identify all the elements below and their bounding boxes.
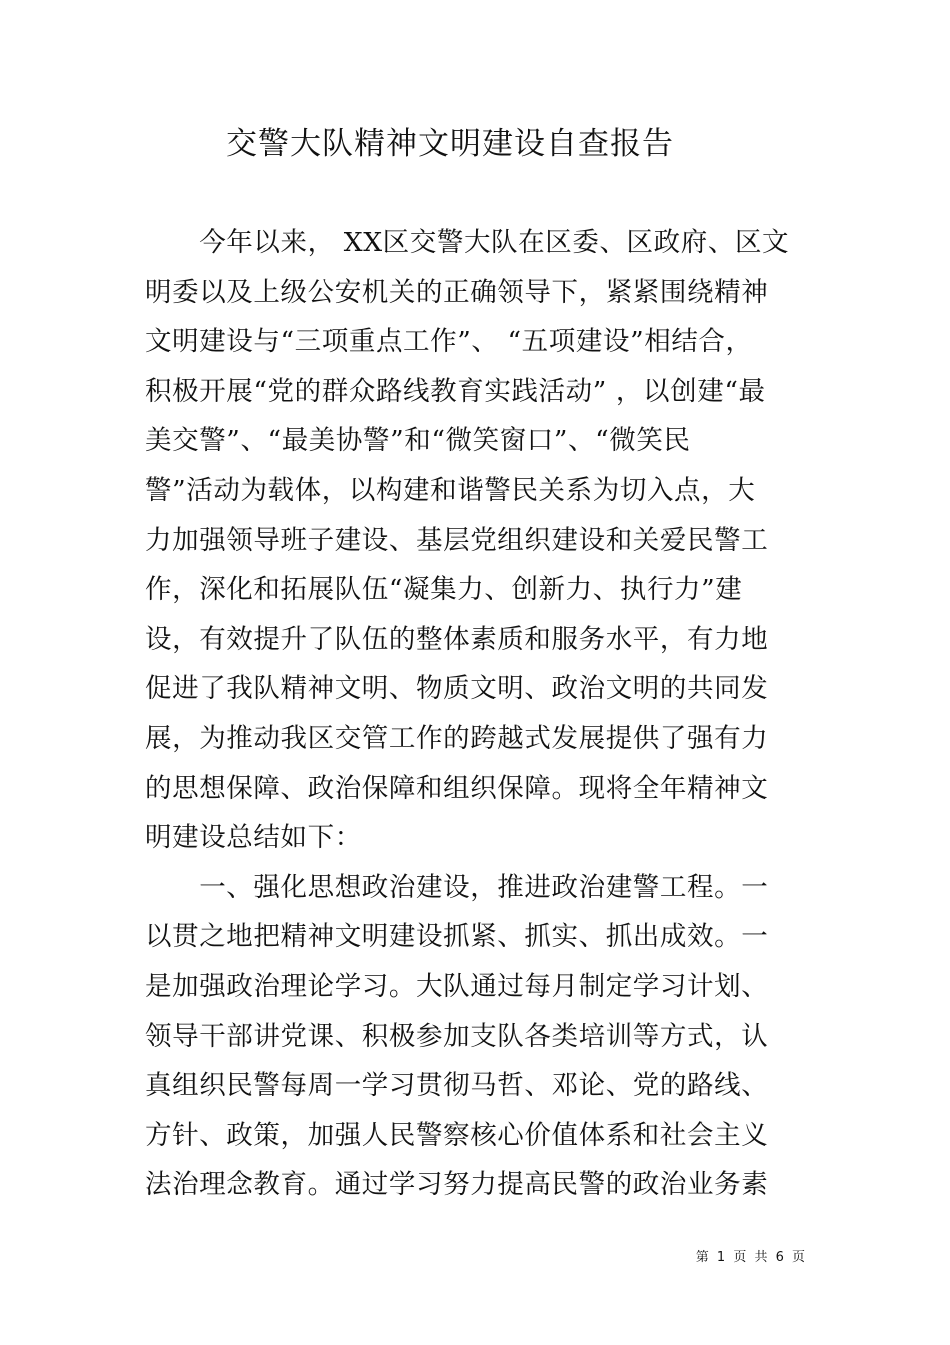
- text-line: 是加强政治理论学习。大队通过每月制定学习计划、: [145, 971, 769, 1002]
- text-line: 一、强化思想政治建设，推进政治建警工程。一: [145, 871, 769, 903]
- text-line: 展，为推动我区交管工作的跨越式发展提供了强有力: [145, 723, 769, 754]
- text-line: 积极开展“党的群众路线教育实践活动” ，以创建“最: [145, 375, 766, 407]
- text-line: 领导干部讲党课、积极参加支队各类培训等方式，认: [145, 1020, 769, 1052]
- text-line: 明建设总结如下：: [145, 822, 362, 854]
- text-line: 力加强领导班子建设、基层党组织建设和关爱民警工: [145, 524, 769, 556]
- text-line: 的思想保障、政治保障和组织保障。现将全年精神文: [145, 772, 769, 804]
- text-line: 促进了我队精神文明、物质文明、政治文明的共同发: [145, 673, 769, 705]
- text-line: 设，有效提升了队伍的整体素质和服务水平，有力地: [145, 623, 769, 655]
- text-line: 警”活动为载体，以构建和谐警民关系为切入点，大: [145, 475, 756, 506]
- text-line: 今年以来， XX区交警大队在区委、区政府、区文: [145, 227, 790, 258]
- text-line: 文明建设与“三项重点工作”、 “五项建设”相结合，: [145, 326, 753, 358]
- text-line: 明委以及上级公安机关的正确领导下，紧紧围绕精神: [145, 276, 769, 308]
- page-footer: 第 1 页 共 6 页: [695, 1250, 807, 1265]
- text-line: 以贯之地把精神文明建设抓紧、抓实、抓出成效。一: [145, 921, 769, 953]
- text-line: 真组织民警每周一学习贯彻马哲、邓论、党的路线、: [145, 1070, 769, 1102]
- document-title: 交警大队精神文明建设自查报告: [226, 126, 674, 162]
- text-line: 作，深化和拓展队伍“凝集力、创新力、执行力”建: [145, 574, 743, 606]
- text-line: 方针、政策，加强人民警察核心价值体系和社会主义: [145, 1119, 769, 1151]
- text-line: 法治理念教育。通过学习努力提高民警的政治业务素: [145, 1169, 769, 1201]
- text-line: 美交警”、“最美协警”和“微笑窗口”、“微笑民: [145, 425, 691, 457]
